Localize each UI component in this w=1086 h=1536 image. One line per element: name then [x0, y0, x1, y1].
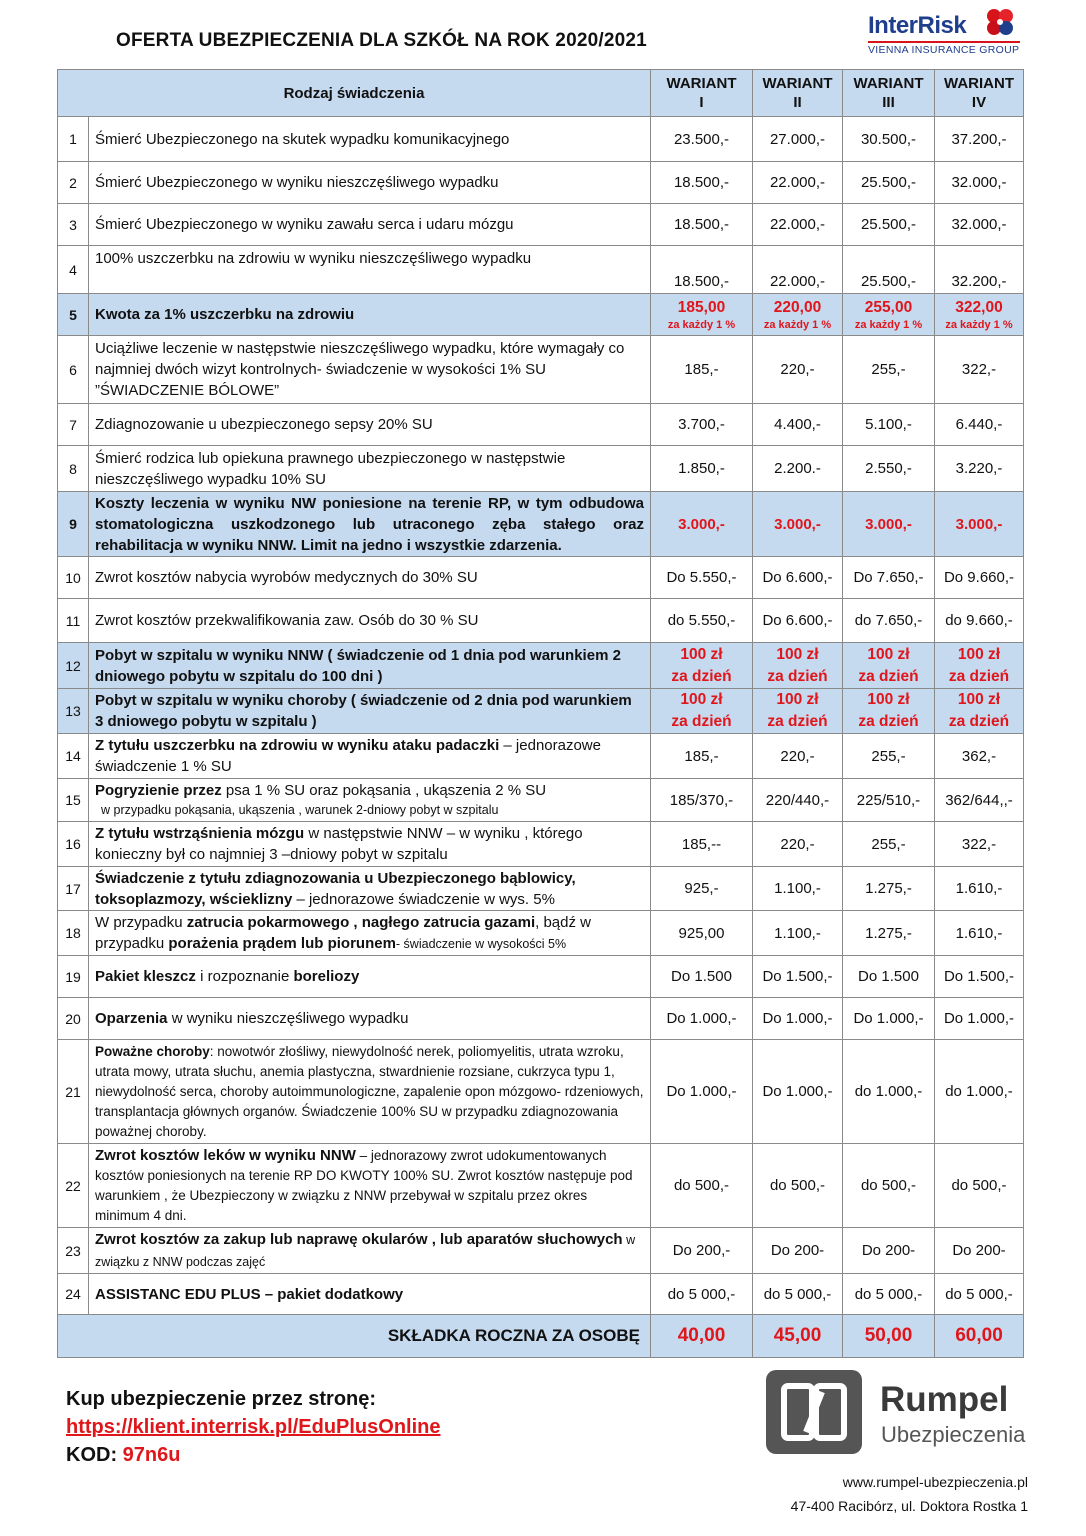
- row-description: Śmierć Ubezpieczonego w wyniku nieszczęśliwego wypadku: [89, 162, 651, 204]
- row-number: 11: [58, 599, 89, 643]
- value-cell: 3.000,-: [935, 492, 1024, 557]
- offer-table: [57, 69, 1024, 1358]
- value-cell: Do 7.650,-: [843, 557, 935, 599]
- value-cell: 185,00 za każdy 1 %: [651, 294, 753, 336]
- row-description: Pobyt w szpitalu w wyniku choroby ( świadczenie od 2 dnia pod warunkiem 3 dniowego pobytu w szpitalu ): [89, 689, 651, 734]
- value-cell: do 5 000,-: [843, 1274, 935, 1315]
- value-cell: 1.610,-: [935, 867, 1024, 911]
- value-cell: 255,-: [843, 336, 935, 404]
- logo-divider: [868, 41, 1020, 43]
- table-row: [58, 294, 1024, 336]
- footer-website[interactable]: www.rumpel-ubezpieczenia.pl: [842, 1474, 1028, 1490]
- value-cell: 220,-: [753, 734, 843, 779]
- value-cell: 362,-: [935, 734, 1024, 779]
- table-row: [58, 1274, 1024, 1315]
- row-number: 15: [58, 779, 89, 822]
- row-number: 4: [58, 246, 89, 294]
- value-cell: Do 1.000,-: [753, 1040, 843, 1144]
- footer-contact: [791, 1470, 1028, 1518]
- rumpel-name: Rumpel: [880, 1380, 1009, 1419]
- value-cell: 1.100,-: [753, 867, 843, 911]
- table-row: [58, 204, 1024, 246]
- row-number: 22: [58, 1144, 89, 1228]
- value-cell: Do 6.600,-: [753, 599, 843, 643]
- row-number: 7: [58, 404, 89, 446]
- value-cell: 185,-: [651, 336, 753, 404]
- row-description: Koszty leczenia w wyniku NW poniesione na terenie RP, w tym odbudowa stomatologiczna uszkodzonego lub utraconego zęba stałego oraz rehabilitacja w wyniku NNW. Limit na jedno i wszystkie zdarzenia.: [89, 492, 651, 557]
- value-cell: 255,-: [843, 734, 935, 779]
- row-number: 20: [58, 998, 89, 1040]
- value-cell: do 5 000,-: [753, 1274, 843, 1315]
- value-cell: 18.500,-: [651, 162, 753, 204]
- value-cell: Do 1.000,-: [753, 998, 843, 1040]
- table-row: [58, 998, 1024, 1040]
- value-cell: 4.400,-: [753, 404, 843, 446]
- table-header-row: [58, 70, 1024, 117]
- row-number: 5: [58, 294, 89, 336]
- row-number: 14: [58, 734, 89, 779]
- row-number: 19: [58, 956, 89, 998]
- value-cell: 23.500,-: [651, 117, 753, 162]
- value-cell: do 5 000,-: [651, 1274, 753, 1315]
- value-cell: 220,-: [753, 336, 843, 404]
- value-cell: 22.000,-: [753, 246, 843, 294]
- row-number: 21: [58, 1040, 89, 1144]
- value-cell: 1.100,-: [753, 911, 843, 956]
- row-description: Zwrot kosztów przekwalifikowania zaw. Osób do 30 % SU: [89, 599, 651, 643]
- total-value: 45,00: [753, 1315, 843, 1358]
- table-row: [58, 246, 1024, 294]
- value-cell: 32.000,-: [935, 204, 1024, 246]
- row-description: Kwota za 1% uszczerbku na zdrowiu: [89, 294, 651, 336]
- row-description: W przypadku zatrucia pokarmowego , nagłego zatrucia gazami, bądź w przypadku porażenia prądem lub piorunem- świadczenie w wysokości 5%: [89, 911, 651, 956]
- table-row: [58, 689, 1024, 734]
- table-row: [58, 643, 1024, 689]
- value-cell: do 7.650,-: [843, 599, 935, 643]
- value-cell: 32.200,-: [935, 246, 1024, 294]
- row-description: Pogryzienie przez psa 1 % SU oraz pokąsania , ukąszenia 2 % SU w przypadku pokąsania, ukąszenia , warunek 2-dniowy pobyt w szpitalu: [89, 779, 651, 822]
- value-cell: 100 zł za dzień: [753, 689, 843, 734]
- column-header-variant-1: WARIANT I: [651, 70, 753, 117]
- value-cell: do 500,-: [935, 1144, 1024, 1228]
- value-cell: 100 zł za dzień: [843, 643, 935, 689]
- value-cell: 100 zł za dzień: [935, 689, 1024, 734]
- value-cell: Do 1.000,-: [843, 998, 935, 1040]
- row-description: Śmierć rodzica lub opiekuna prawnego ubezpieczonego w następstwie nieszczęśliwego wypadku 10% SU: [89, 446, 651, 492]
- logo-brand: InterRisk: [868, 12, 967, 39]
- value-cell: do 1.000,-: [843, 1040, 935, 1144]
- row-description: Oparzenia w wyniku nieszczęśliwego wypadku: [89, 998, 651, 1040]
- value-cell: 3.000,-: [651, 492, 753, 557]
- value-cell: 30.500,-: [843, 117, 935, 162]
- value-cell: 100 zł za dzień: [935, 643, 1024, 689]
- value-cell: 18.500,-: [651, 204, 753, 246]
- promo-code: KOD: 97n6u: [66, 1444, 181, 1466]
- row-description: Pobyt w szpitalu w wyniku NNW ( świadczenie od 1 dnia pod warunkiem 2 dniowego pobytu w szpitalu do 100 dni ): [89, 643, 651, 689]
- value-cell: Do 1.500: [843, 956, 935, 998]
- column-header-benefit: Rodzaj świadczenia: [58, 70, 651, 117]
- row-description: ASSISTANC EDU PLUS – pakiet dodatkowy: [89, 1274, 651, 1315]
- table-row: [58, 599, 1024, 643]
- value-cell: 25.500,-: [843, 162, 935, 204]
- value-cell: 3.700,-: [651, 404, 753, 446]
- value-cell: 27.000,-: [753, 117, 843, 162]
- value-cell: do 9.660,-: [935, 599, 1024, 643]
- value-cell: 925,00: [651, 911, 753, 956]
- value-cell: 925,-: [651, 867, 753, 911]
- table-row: [58, 734, 1024, 779]
- table-row: [58, 117, 1024, 162]
- value-cell: do 500,-: [753, 1144, 843, 1228]
- row-description: Zdiagnozowanie u ubezpieczonego sepsy 20% SU: [89, 404, 651, 446]
- value-cell: Do 5.550,-: [651, 557, 753, 599]
- value-cell: 220,00 za każdy 1 %: [753, 294, 843, 336]
- value-cell: Do 200-: [843, 1228, 935, 1274]
- table-row: [58, 1228, 1024, 1274]
- rumpel-subtitle: Ubezpieczenia: [881, 1422, 1026, 1447]
- value-cell: do 5 000,-: [935, 1274, 1024, 1315]
- value-cell: Do 200-: [935, 1228, 1024, 1274]
- table-row: [58, 492, 1024, 557]
- value-cell: 100 zł za dzień: [843, 689, 935, 734]
- value-cell: 322,-: [935, 822, 1024, 867]
- value-cell: 25.500,-: [843, 246, 935, 294]
- row-description: Śmierć Ubezpieczonego na skutek wypadku komunikacyjnego: [89, 117, 651, 162]
- table-row: [58, 336, 1024, 404]
- value-cell: 3.000,-: [753, 492, 843, 557]
- value-cell: 6.440,-: [935, 404, 1024, 446]
- value-cell: 322,-: [935, 336, 1024, 404]
- total-row: [58, 1315, 1024, 1358]
- total-value: 40,00: [651, 1315, 753, 1358]
- row-number: 16: [58, 822, 89, 867]
- value-cell: 322,00 za każdy 1 %: [935, 294, 1024, 336]
- row-number: 6: [58, 336, 89, 404]
- value-cell: 1.275,-: [843, 911, 935, 956]
- value-cell: 1.850,-: [651, 446, 753, 492]
- row-description: Świadczenie z tytułu zdiagnozowania u Ubezpieczonego bąblowicy, toksoplazmozy, wścieklizny – jednorazowe świadczenie w wys. 5%: [89, 867, 651, 911]
- table-row: [58, 162, 1024, 204]
- value-cell: Do 1.500: [651, 956, 753, 998]
- row-description: Z tytułu wstrząśnienia mózgu w następstwie NNW – w wyniku , którego konieczny był co najmniej 3 –dniowy pobyt w szpitalu: [89, 822, 651, 867]
- value-cell: Do 1.000,-: [935, 998, 1024, 1040]
- value-cell: 255,00 za każdy 1 %: [843, 294, 935, 336]
- interrisk-logo: [868, 4, 1024, 60]
- row-number: 8: [58, 446, 89, 492]
- row-description: Uciążliwe leczenie w następstwie nieszczęśliwego wypadku, które wymagały co najmniej dwóch wizyt kontrolnych- świadczenie w wysokości 1% SU ”ŚWIADCZENIE BÓLOWE”: [89, 336, 651, 404]
- value-cell: 18.500,-: [651, 246, 753, 294]
- table-row: [58, 822, 1024, 867]
- table-row: [58, 779, 1024, 822]
- column-header-variant-3: WARIANT III: [843, 70, 935, 117]
- value-cell: 2.200.-: [753, 446, 843, 492]
- value-cell: do 1.000,-: [935, 1040, 1024, 1144]
- purchase-heading: Kup ubezpieczenie przez stronę:: [66, 1388, 377, 1410]
- row-number: 17: [58, 867, 89, 911]
- value-cell: do 500,-: [651, 1144, 753, 1228]
- value-cell: Do 1.000,-: [651, 998, 753, 1040]
- table-row: [58, 1040, 1024, 1144]
- table-row: [58, 404, 1024, 446]
- row-number: 18: [58, 911, 89, 956]
- value-cell: Do 200,-: [651, 1228, 753, 1274]
- value-cell: 3.220,-: [935, 446, 1024, 492]
- value-cell: 1.610,-: [935, 911, 1024, 956]
- value-cell: 100 zł za dzień: [651, 689, 753, 734]
- value-cell: Do 6.600,-: [753, 557, 843, 599]
- row-description: Poważne choroby: nowotwór złośliwy, niewydolność nerek, poliomyelitis, utrata wzroku, utrata mowy, utrata słuchu, anemia plastyczna, stwardnienie rozsiane, cukrzyca typu 1, niewydolność serca, choroby autoimmunologiczne, zapalenie opon mózgowo- rdzeniowych, transplantacja głównych organów. Świadczenie 100% SU w przypadku zdiagnozowania poważnej choroby.: [89, 1040, 651, 1144]
- value-cell: 220/440,-: [753, 779, 843, 822]
- value-cell: Do 200-: [753, 1228, 843, 1274]
- total-label: SKŁADKA ROCZNA ZA OSOBĘ: [58, 1315, 651, 1358]
- value-cell: 3.000,-: [843, 492, 935, 557]
- value-cell: Do 1.000,-: [651, 1040, 753, 1144]
- value-cell: 100 zł za dzień: [753, 643, 843, 689]
- table-row: [58, 446, 1024, 492]
- purchase-link[interactable]: https://klient.interrisk.pl/EduPlusOnline: [66, 1416, 441, 1438]
- value-cell: 100 zł za dzień: [651, 643, 753, 689]
- row-description: 100% uszczerbku na zdrowiu w wyniku nieszczęśliwego wypadku: [89, 246, 651, 294]
- value-cell: 22.000,-: [753, 162, 843, 204]
- row-number: 23: [58, 1228, 89, 1274]
- table-row: [58, 867, 1024, 911]
- footer-address: 47-400 Racibórz, ul. Doktora Rostka 1: [790, 1498, 1028, 1514]
- value-cell: Do 1.500,-: [753, 956, 843, 998]
- flower-icon: [984, 6, 1016, 38]
- row-number: 24: [58, 1274, 89, 1315]
- table-row: [58, 911, 1024, 956]
- row-description: Zwrot kosztów leków w wyniku NNW – jednorazowy zwrot udokumentowanych kosztów poniesionych na terenie RP DO KWOTY 100% SU. Zwrot kosztów następuje pod warunkiem , że Ubezpieczony w związku z NNW przebywał w szpitalu przez okres minimum 4 dni.: [89, 1144, 651, 1228]
- column-header-variant-2: WARIANT II: [753, 70, 843, 117]
- rumpel-mark-icon: [766, 1370, 862, 1454]
- value-cell: 22.000,-: [753, 204, 843, 246]
- row-number: 13: [58, 689, 89, 734]
- row-number: 10: [58, 557, 89, 599]
- value-cell: 2.550,-: [843, 446, 935, 492]
- value-cell: 220,-: [753, 822, 843, 867]
- logo-subtitle: VIENNA INSURANCE GROUP: [868, 44, 1020, 56]
- row-number: 3: [58, 204, 89, 246]
- value-cell: do 5.550,-: [651, 599, 753, 643]
- value-cell: 5.100,-: [843, 404, 935, 446]
- value-cell: 185,--: [651, 822, 753, 867]
- value-cell: 255,-: [843, 822, 935, 867]
- table-row: [58, 557, 1024, 599]
- value-cell: 32.000,-: [935, 162, 1024, 204]
- value-cell: 185/370,-: [651, 779, 753, 822]
- row-number: 2: [58, 162, 89, 204]
- value-cell: 1.275,-: [843, 867, 935, 911]
- table-row: [58, 1144, 1024, 1228]
- table-row: [58, 956, 1024, 998]
- row-description: Śmierć Ubezpieczonego w wyniku zawału serca i udaru mózgu: [89, 204, 651, 246]
- value-cell: do 500,-: [843, 1144, 935, 1228]
- value-cell: 25.500,-: [843, 204, 935, 246]
- value-cell: 225/510,-: [843, 779, 935, 822]
- page-title: OFERTA UBEZPIECZENIA DLA SZKÓŁ NA ROK 2020/2021: [116, 30, 647, 51]
- row-number: 1: [58, 117, 89, 162]
- value-cell: 37.200,-: [935, 117, 1024, 162]
- total-value: 50,00: [843, 1315, 935, 1358]
- row-number: 9: [58, 492, 89, 557]
- purchase-info: [66, 1385, 441, 1469]
- value-cell: Do 9.660,-: [935, 557, 1024, 599]
- row-description: Pakiet kleszcz i rozpoznanie boreliozy: [89, 956, 651, 998]
- value-cell: 185,-: [651, 734, 753, 779]
- rumpel-logo: [766, 1370, 1026, 1456]
- row-description: Z tytułu uszczerbku na zdrowiu w wyniku ataku padaczki – jednorazowe świadczenie 1 % SU: [89, 734, 651, 779]
- row-number: 12: [58, 643, 89, 689]
- total-value: 60,00: [935, 1315, 1024, 1358]
- value-cell: 362/644,,-: [935, 779, 1024, 822]
- column-header-variant-4: WARIANT IV: [935, 70, 1024, 117]
- row-description: Zwrot kosztów za zakup lub naprawę okularów , lub aparatów słuchowych w związku z NNW podczas zajęć: [89, 1228, 651, 1274]
- value-cell: Do 1.500,-: [935, 956, 1024, 998]
- row-description: Zwrot kosztów nabycia wyrobów medycznych do 30% SU: [89, 557, 651, 599]
